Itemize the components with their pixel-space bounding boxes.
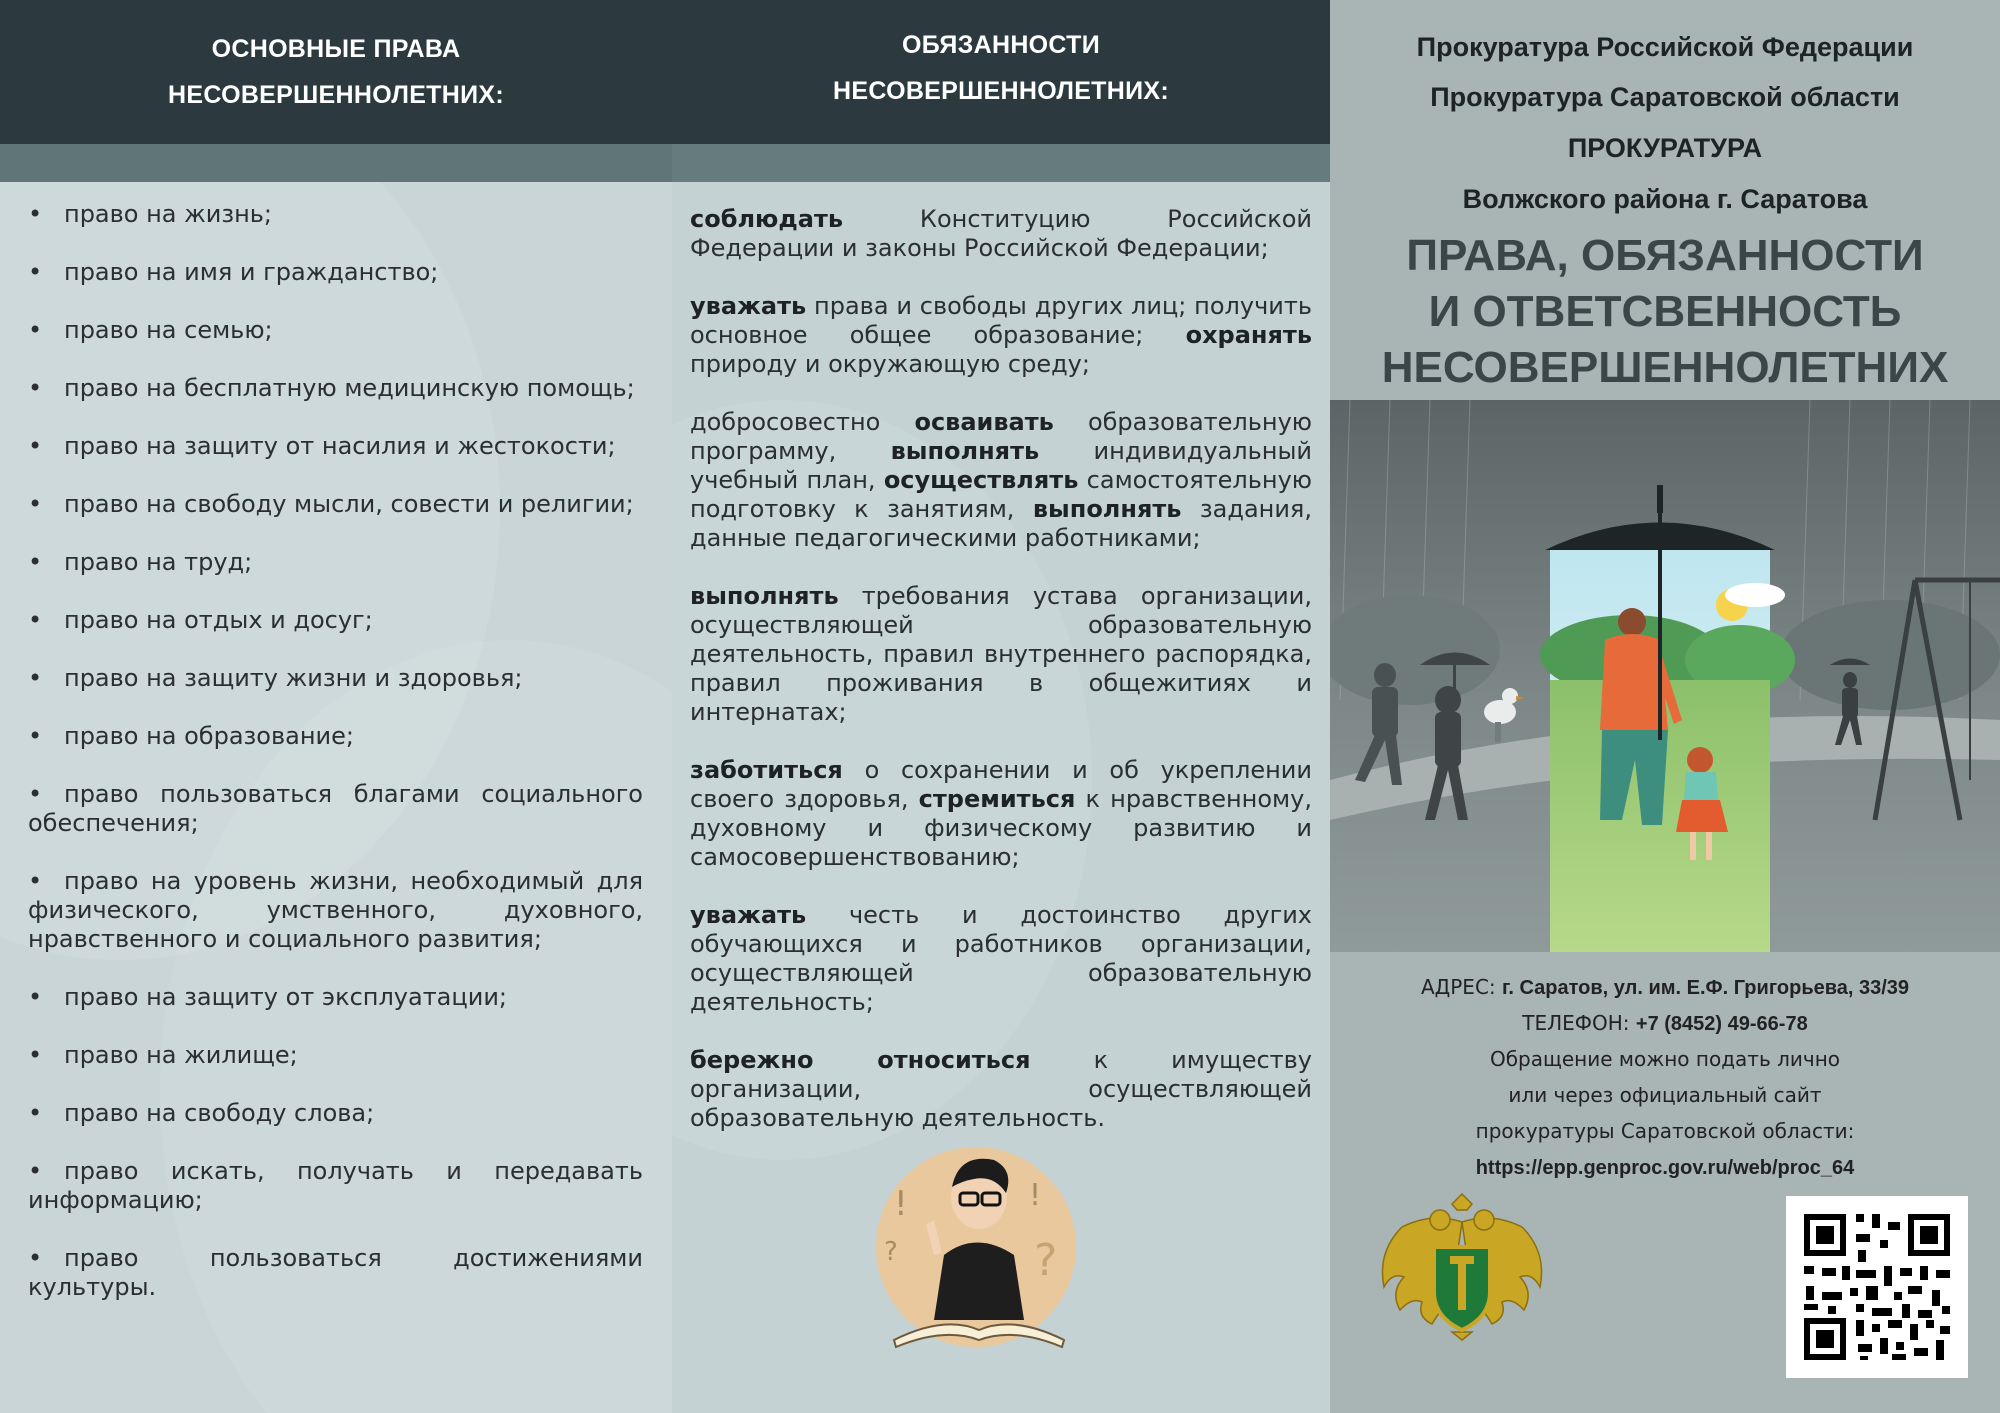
tree [1780,600,2000,710]
title-line3: НЕСОВЕРШЕННОЛЕТНИХ [1381,343,1949,392]
duties-panel [672,0,1330,1413]
rights-list-item: • право на защиту жизни и здоровья; [28,664,523,692]
rights-heading [0,26,672,118]
address-line [1330,975,2000,1000]
duty-paragraph: уважать права и свободы других лиц; получить основное общее образование; охранять природу и окружающую среду; [690,292,1312,378]
exclamation-mark: ! [894,1184,908,1224]
rights-list-item: • право искать, получать и передавать информацию; [28,1157,643,1214]
duty-paragraph: соблюдать Конституцию Российской Федерации и законы Российской Федерации; [690,205,1312,262]
rights-list-item: • право на свободу слова; [28,1099,375,1127]
duties-heading-line2: НЕСОВЕРШЕННОЛЕТНИХ: [833,77,1169,105]
duty-paragraph: добросовестно осваивать образовательную программу, выполнять индивидуальный учебный план, осуществлять самостоятельную подготовку к занятиям, выполнять задания, данные педагогическими работниками; [690,408,1312,552]
rights-panel [0,0,672,1413]
rights-list-item: • право на отдых и досуг; [28,606,373,634]
umbrella-illustration [1330,400,2000,952]
rights-list-item: • право на труд; [28,548,253,576]
title-line2: И ОТВЕТСВЕННОСТЬ [1428,287,1902,336]
brochure-title [1330,228,2000,396]
duties-heading-line1: ОБЯЗАННОСТИ [901,31,1100,59]
org-name-region: Прокуратура Саратовской области [1430,82,1900,112]
student-body [934,1243,1024,1321]
rights-list-item: • право пользоваться достижениями культуры. [28,1244,643,1301]
rights-list-item: • право пользоваться благами социального обеспечения; [28,780,643,837]
address-label: АДРЕС: [1420,975,1503,999]
rights-list-item: • право на уровень жизни, необходимый для физического, умственного, духовного, нравственного и социального развития; [28,867,643,953]
phone-value: +7 (8452) 49-66-78 [1635,1013,1808,1035]
duties-list [690,205,1312,1162]
question-mark: ? [884,1237,898,1267]
phone-line [1330,1011,2000,1036]
duties-subheader-band [672,144,1330,182]
duty-paragraph: выполнять требования устава организации, осуществляющей образовательную деятельность, правил внутреннего распорядка, правил проживания в общежитиях и интернатах; [690,582,1312,726]
student-reading-illustration [864,1135,1094,1360]
appeal-note-line3: прокуратуры Саратовской области: [1475,1119,1855,1143]
duty-paragraph: уважать честь и достоинство других обучающихся и работников организации, осуществляющей образовательную деятельность; [690,901,1312,1016]
prosecutor-emblem-icon [1372,1192,1552,1342]
cloud-icon [1725,583,1785,607]
rights-list-item: • право на свободу мысли, совести и религии; [28,490,634,518]
duty-paragraph: бережно относиться к имуществу организации, осуществляющей образовательную деятельность. [690,1046,1312,1132]
org-name-federal: Прокуратура Российской Федерации [1416,32,1914,62]
rights-list-item: • право на защиту от насилия и жестокости; [28,432,616,460]
rights-list-item: • право на семью; [28,316,273,344]
org-name-district: Волжского района г. Саратова [1462,184,1868,214]
rights-heading-line1: ОСНОВНЫЕ ПРАВА [211,35,461,63]
address-value: г. Саратов, ул. им. Е.Ф. Григорьева, 33/39 [1502,977,1910,999]
rights-list-item: • право на защиту от эксплуатации; [28,983,508,1011]
tree [1330,595,1500,705]
duties-heading [672,22,1330,114]
question-mark: ? [1034,1235,1058,1286]
rights-list-item: • право на бесплатную медицинскую помощь; [28,374,635,402]
title-line1: ПРАВА, ОБЯЗАННОСТИ [1406,231,1924,280]
rights-list-item: • право на образование; [28,722,354,750]
spring-rider-toy [1484,688,1524,742]
rights-list-item: • право на имя и гражданство; [28,258,439,286]
rights-list-item: • право на жилище; [28,1041,298,1069]
rights-list-item: • право на жизнь; [28,200,273,228]
rights-subheader-band [0,144,672,182]
rights-heading-line2: НЕСОВЕРШЕННОЛЕТНИХ: [168,81,504,109]
org-name-local-upper: ПРОКУРАТУРА [1567,133,1763,163]
website-line [1330,1155,2000,1180]
duty-paragraph: заботиться о сохранении и об укреплении своего здоровья, стремиться к нравственному, духовному и физическому развитию и самосовершенствованию; [690,756,1312,871]
website-link[interactable]: https://epp.genproc.gov.ru/web/proc_64 [1475,1157,1855,1179]
rights-list [28,200,643,1331]
exclamation-mark: ! [1029,1178,1042,1213]
qr-code[interactable] [1786,1196,1968,1378]
phone-label: ТЕЛЕФОН: [1522,1011,1636,1035]
appeal-note-line1: Обращение можно подать лично [1489,1047,1841,1071]
appeal-note-line2: или через официальный сайт [1508,1083,1822,1107]
